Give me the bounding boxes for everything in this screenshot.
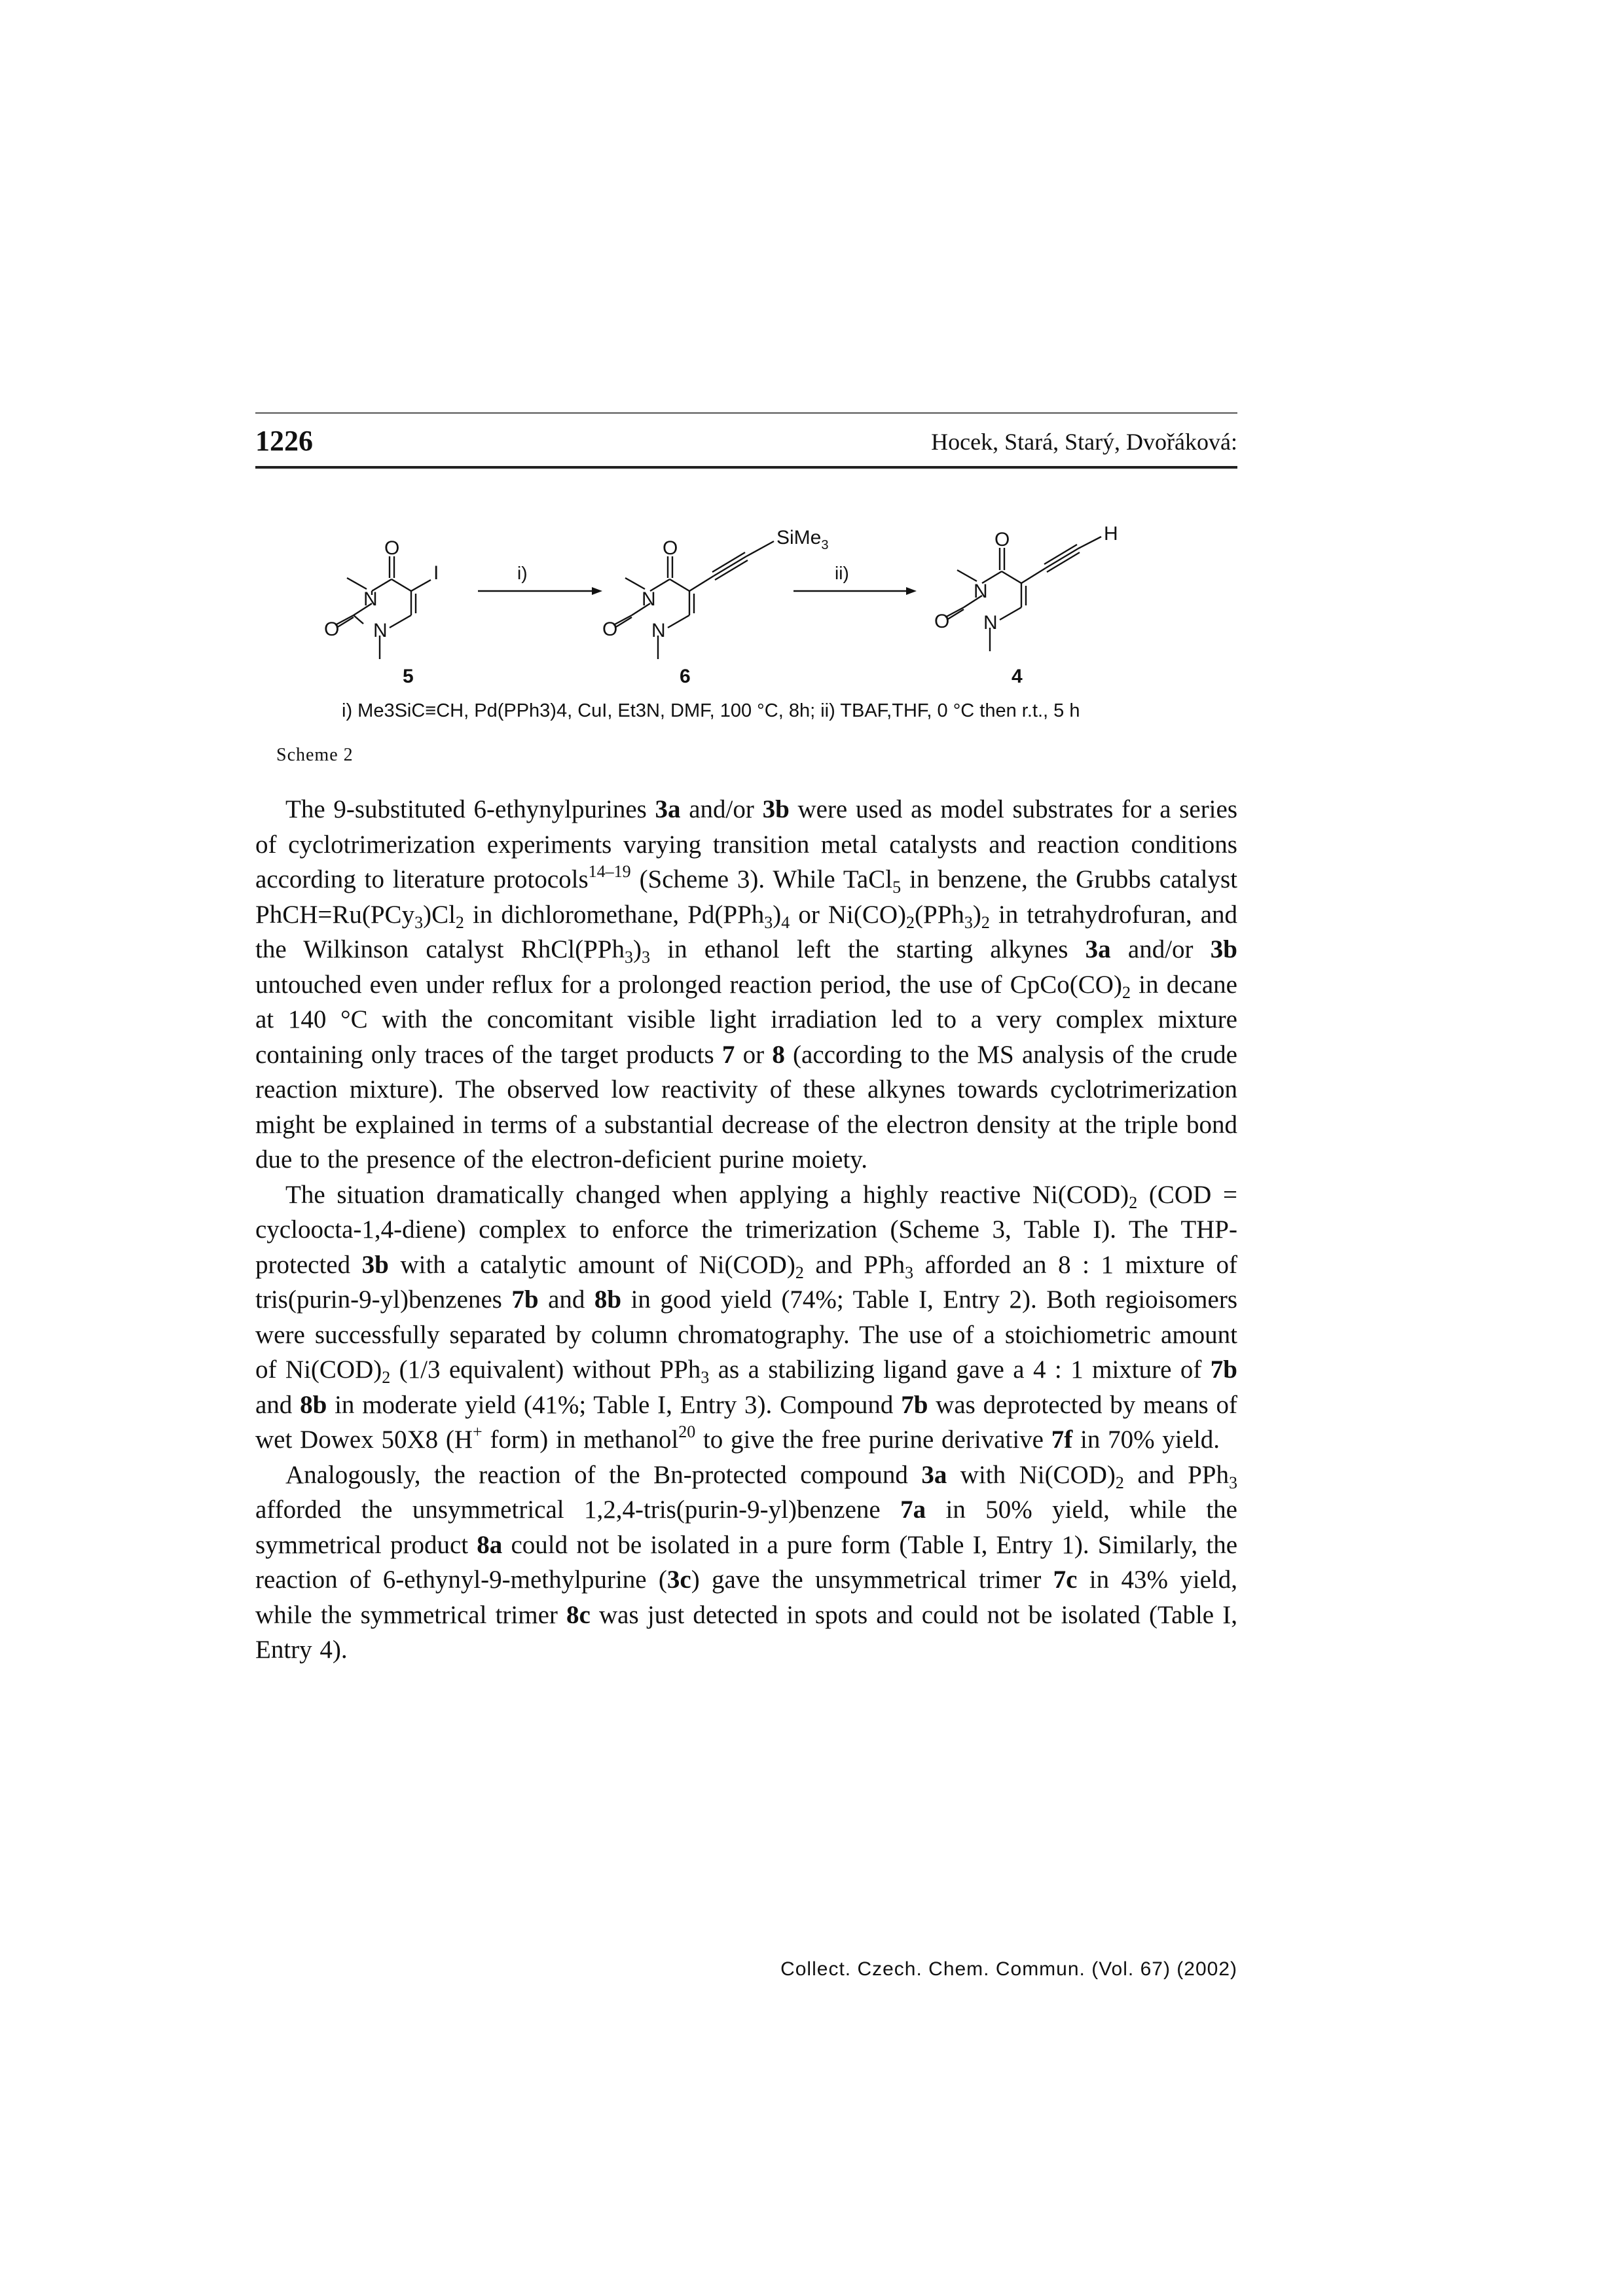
svg-text:SiMe3: SiMe$_3$	[776, 527, 829, 552]
svg-text:I: I	[433, 562, 439, 584]
svg-text:O: O	[384, 537, 400, 559]
paragraph-2: The situation dramatically changed when applying a highly reactive $Ni(COD)_2$ (COD = cycloocta-1,4-diene) complex to enforce the trimerization (Scheme 3, Table I). The THP-protected 3b with a catalytic amount of $Ni(COD)_2$ and PPh$_3$ afforded an 8 : 1 mixture of tris(purin-9-yl)benzenes 7b and 8b in good yield (74%; Table I, Entry 2). Both regioisomers were successfully separated by column chromatography. The use of a stoichiometric amount of $Ni(COD)_2$ (1/3 equivalent) without PPh$_3$ as a stabilizing ligand gave a 4 : 1 mixture of 7b and 8b in moderate yield (41%; Table I, Entry 3). Compound 7b was deprotected by means of wet Dowex 50X8 (H+ form) in methanol$^{20}$ to give the free purine derivative 7f in 70% yield.	[255, 1180, 1238, 1454]
svg-text:N: N	[363, 588, 378, 610]
svg-text:ii): ii)	[835, 563, 849, 583]
svg-text:N: N	[651, 620, 666, 641]
paragraph-3: Analogously, the reaction of the Bn-protected compound 3a with $Ni(COD)_2$ and PPh$_3$ afforded the unsymmetrical 1,2,4-tris(purin-9-yl)benzene 7a in 50% yield, while the symmetrical product 8a could not be isolated in a pure form (Table I, Entry 1). Similarly, the reaction of 6-ethynyl-9-methylpurine (3c) gave the unsymmetrical trimer 7c in 43% yield, while the symmetrical trimer 8c was just detected in spots and could not be isolated (Table I, Entry 4).	[255, 1460, 1238, 1664]
scheme-label: Scheme 2	[276, 745, 354, 765]
compound-6-structure	[602, 527, 828, 659]
compound-4-structure	[934, 523, 1118, 651]
running-head: Hocek, Stará, Starý, Dvořáková:	[931, 429, 1237, 455]
svg-text:i): i)	[517, 563, 528, 583]
svg-text:O: O	[663, 537, 678, 559]
reaction-arrow-i	[478, 563, 602, 595]
header-rule-top	[255, 412, 1237, 414]
svg-text:O: O	[934, 611, 950, 632]
compound-label-6: 6	[680, 666, 691, 687]
svg-text:N: N	[642, 588, 656, 610]
article-body	[255, 792, 1237, 1668]
svg-text:N: N	[373, 620, 388, 641]
scheme-conditions: i) Me3SiC≡CH, Pd(PPh3)4, CuI, Et3N, DMF, 100 °C, 8h; ii) TBAF,THF, 0 °C then r.t., 5 h	[342, 700, 1080, 721]
page-header	[255, 412, 1237, 468]
scheme-drawing	[255, 507, 1237, 743]
compound-label-4: 4	[1012, 666, 1023, 687]
svg-text:H: H	[1104, 523, 1118, 545]
header-rule-bottom	[255, 466, 1237, 469]
svg-text:N: N	[983, 612, 998, 634]
journal-footer: Collect. Czech. Chem. Commun. (Vol. 67) (2002)	[780, 1958, 1237, 1980]
compound-5-structure	[324, 537, 439, 659]
paragraph-1: The 9-substituted 6-ethynylpurines 3a and/or 3b were used as model substrates for a series of cyclotrimerization experiments varying transition metal catalysts and reaction conditions according to literature protocols$^{14-19}$ (Scheme 3). While TaCl$_5$ in benzene, the Grubbs catalyst $PhCH=Ru(PCy_3)Cl_2$ in dichloromethane, $Pd(PPh_3)_4$ or $Ni(CO)_2(PPh_3)_2$ in tetrahydrofuran, and the Wilkinson catalyst $RhCl(PPh_3)_3$ in ethanol left the starting alkynes 3a and/or 3b untouched even under reflux for a prolonged reaction period, the use of $CpCo(CO)_2$ in decane at 140 °C with the concomitant visible light irradiation led to a very complex mixture containing only traces of the target products 7 or 8 (according to the MS analysis of the crude reaction mixture). The observed low reactivity of these alkynes towards cyclotrimerization might be explained in terms of a substantial decrease of the electron density at the triple bond due to the presence of the electron-deficient purine moiety.	[255, 795, 1238, 1174]
page-number: 1226	[255, 425, 313, 457]
reaction-scheme	[255, 507, 1237, 743]
svg-text:O: O	[994, 529, 1010, 550]
svg-text:O: O	[602, 619, 618, 640]
svg-text:O: O	[324, 619, 340, 640]
compound-label-5: 5	[403, 666, 414, 687]
reaction-arrow-ii	[793, 563, 917, 595]
svg-text:N: N	[974, 581, 988, 602]
